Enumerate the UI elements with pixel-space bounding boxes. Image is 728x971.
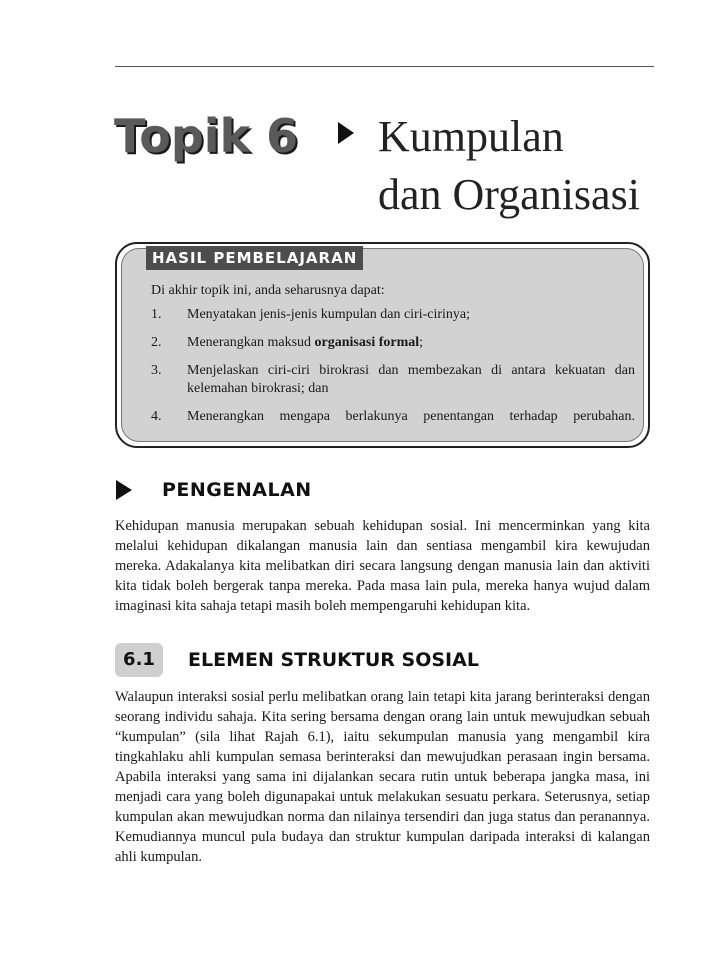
- outcome-number: 1.: [151, 307, 162, 322]
- outcome-item: [151, 334, 635, 352]
- header-rule: [115, 66, 654, 67]
- learning-outcomes-intro: Di akhir topik ini, anda seharusnya dapat:: [151, 283, 385, 298]
- section-arrow-icon: [116, 480, 132, 500]
- section-number-badge: 6.1: [115, 643, 163, 677]
- introduction-paragraph: Kehidupan manusia merupakan sebuah kehidupan sosial. Ini mencerminkan yang kita melalui kehidupan dikalangan manusia lain dan sentiasa mengambil kira kewujudan mereka. Adakalanya kita melibatkan diri secara langsung dengan manusia lain dan aktiviti kita tidak boleh bergerak tanpa mereka. Pada masa lain pula, mereka hanya wujud dalam imaginasi kita sahaja tetapi masih boleh mempengaruhi kehidupan kita.: [115, 518, 650, 614]
- section-heading: ELEMEN STRUKTUR SOSIAL: [188, 649, 479, 671]
- topic-title-line-2: dan Organisasi: [378, 170, 640, 219]
- introduction-heading: PENGENALAN: [162, 479, 312, 501]
- outcome-number: 4.: [151, 409, 162, 424]
- outcome-item: [151, 408, 635, 426]
- outcome-number: 2.: [151, 335, 162, 350]
- outcome-text: Menerangkan maksud organisasi formal;: [187, 335, 424, 350]
- outcome-item: [151, 306, 635, 324]
- topic-title-line-1: Kumpulan: [378, 112, 564, 161]
- outcome-text: Menerangkan mengapa berlakunya penentangan terhadap perubahan.: [187, 409, 635, 424]
- learning-outcomes-label: HASIL PEMBELAJARAN: [146, 246, 363, 270]
- outcome-text: Menyatakan jenis-jenis kumpulan dan ciri-cirinya;: [187, 307, 471, 322]
- outcome-bold-term: organisasi formal: [314, 335, 420, 350]
- topic-number: Topik 6: [114, 109, 299, 163]
- topic-title: [378, 108, 718, 224]
- outcome-item: [151, 362, 635, 398]
- outcome-text: Menjelaskan ciri-ciri birokrasi dan membezakan di antara kekuatan dan kelemahan birokrasi; dan: [187, 363, 635, 396]
- learning-outcomes-list: [151, 306, 635, 436]
- section-paragraph: Walaupun interaksi sosial perlu melibatkan orang lain tetapi kita jarang berinteraksi dengan seorang individu sahaja. Kita sering bersama dengan orang lain untuk mewujudkan sebuah “kumpulan” (sila lihat Rajah 6.1), iaitu sekumpulan manusia yang mengambil kira tingkahlaku ahli kumpulan semasa berinteraksi dan mewujudkan perasaan ingin bersama. Apabila interaksi yang sama ini dijalankan secara rutin untuk beberapa jangka masa, ini menjadi cara yang boleh digunapakai untuk melakukan sesuatu perkara. Seterusnya, setiap kumpulan akan mewujudkan norma dan nilainya tersendiri dan juga status dan peranannya. Kemudiannya muncul pula budaya dan struktur kumpulan daripada interaksi di kalangan ahli kumpulan.: [115, 689, 650, 865]
- outcome-number: 3.: [151, 363, 162, 378]
- play-arrow-icon: [338, 122, 354, 144]
